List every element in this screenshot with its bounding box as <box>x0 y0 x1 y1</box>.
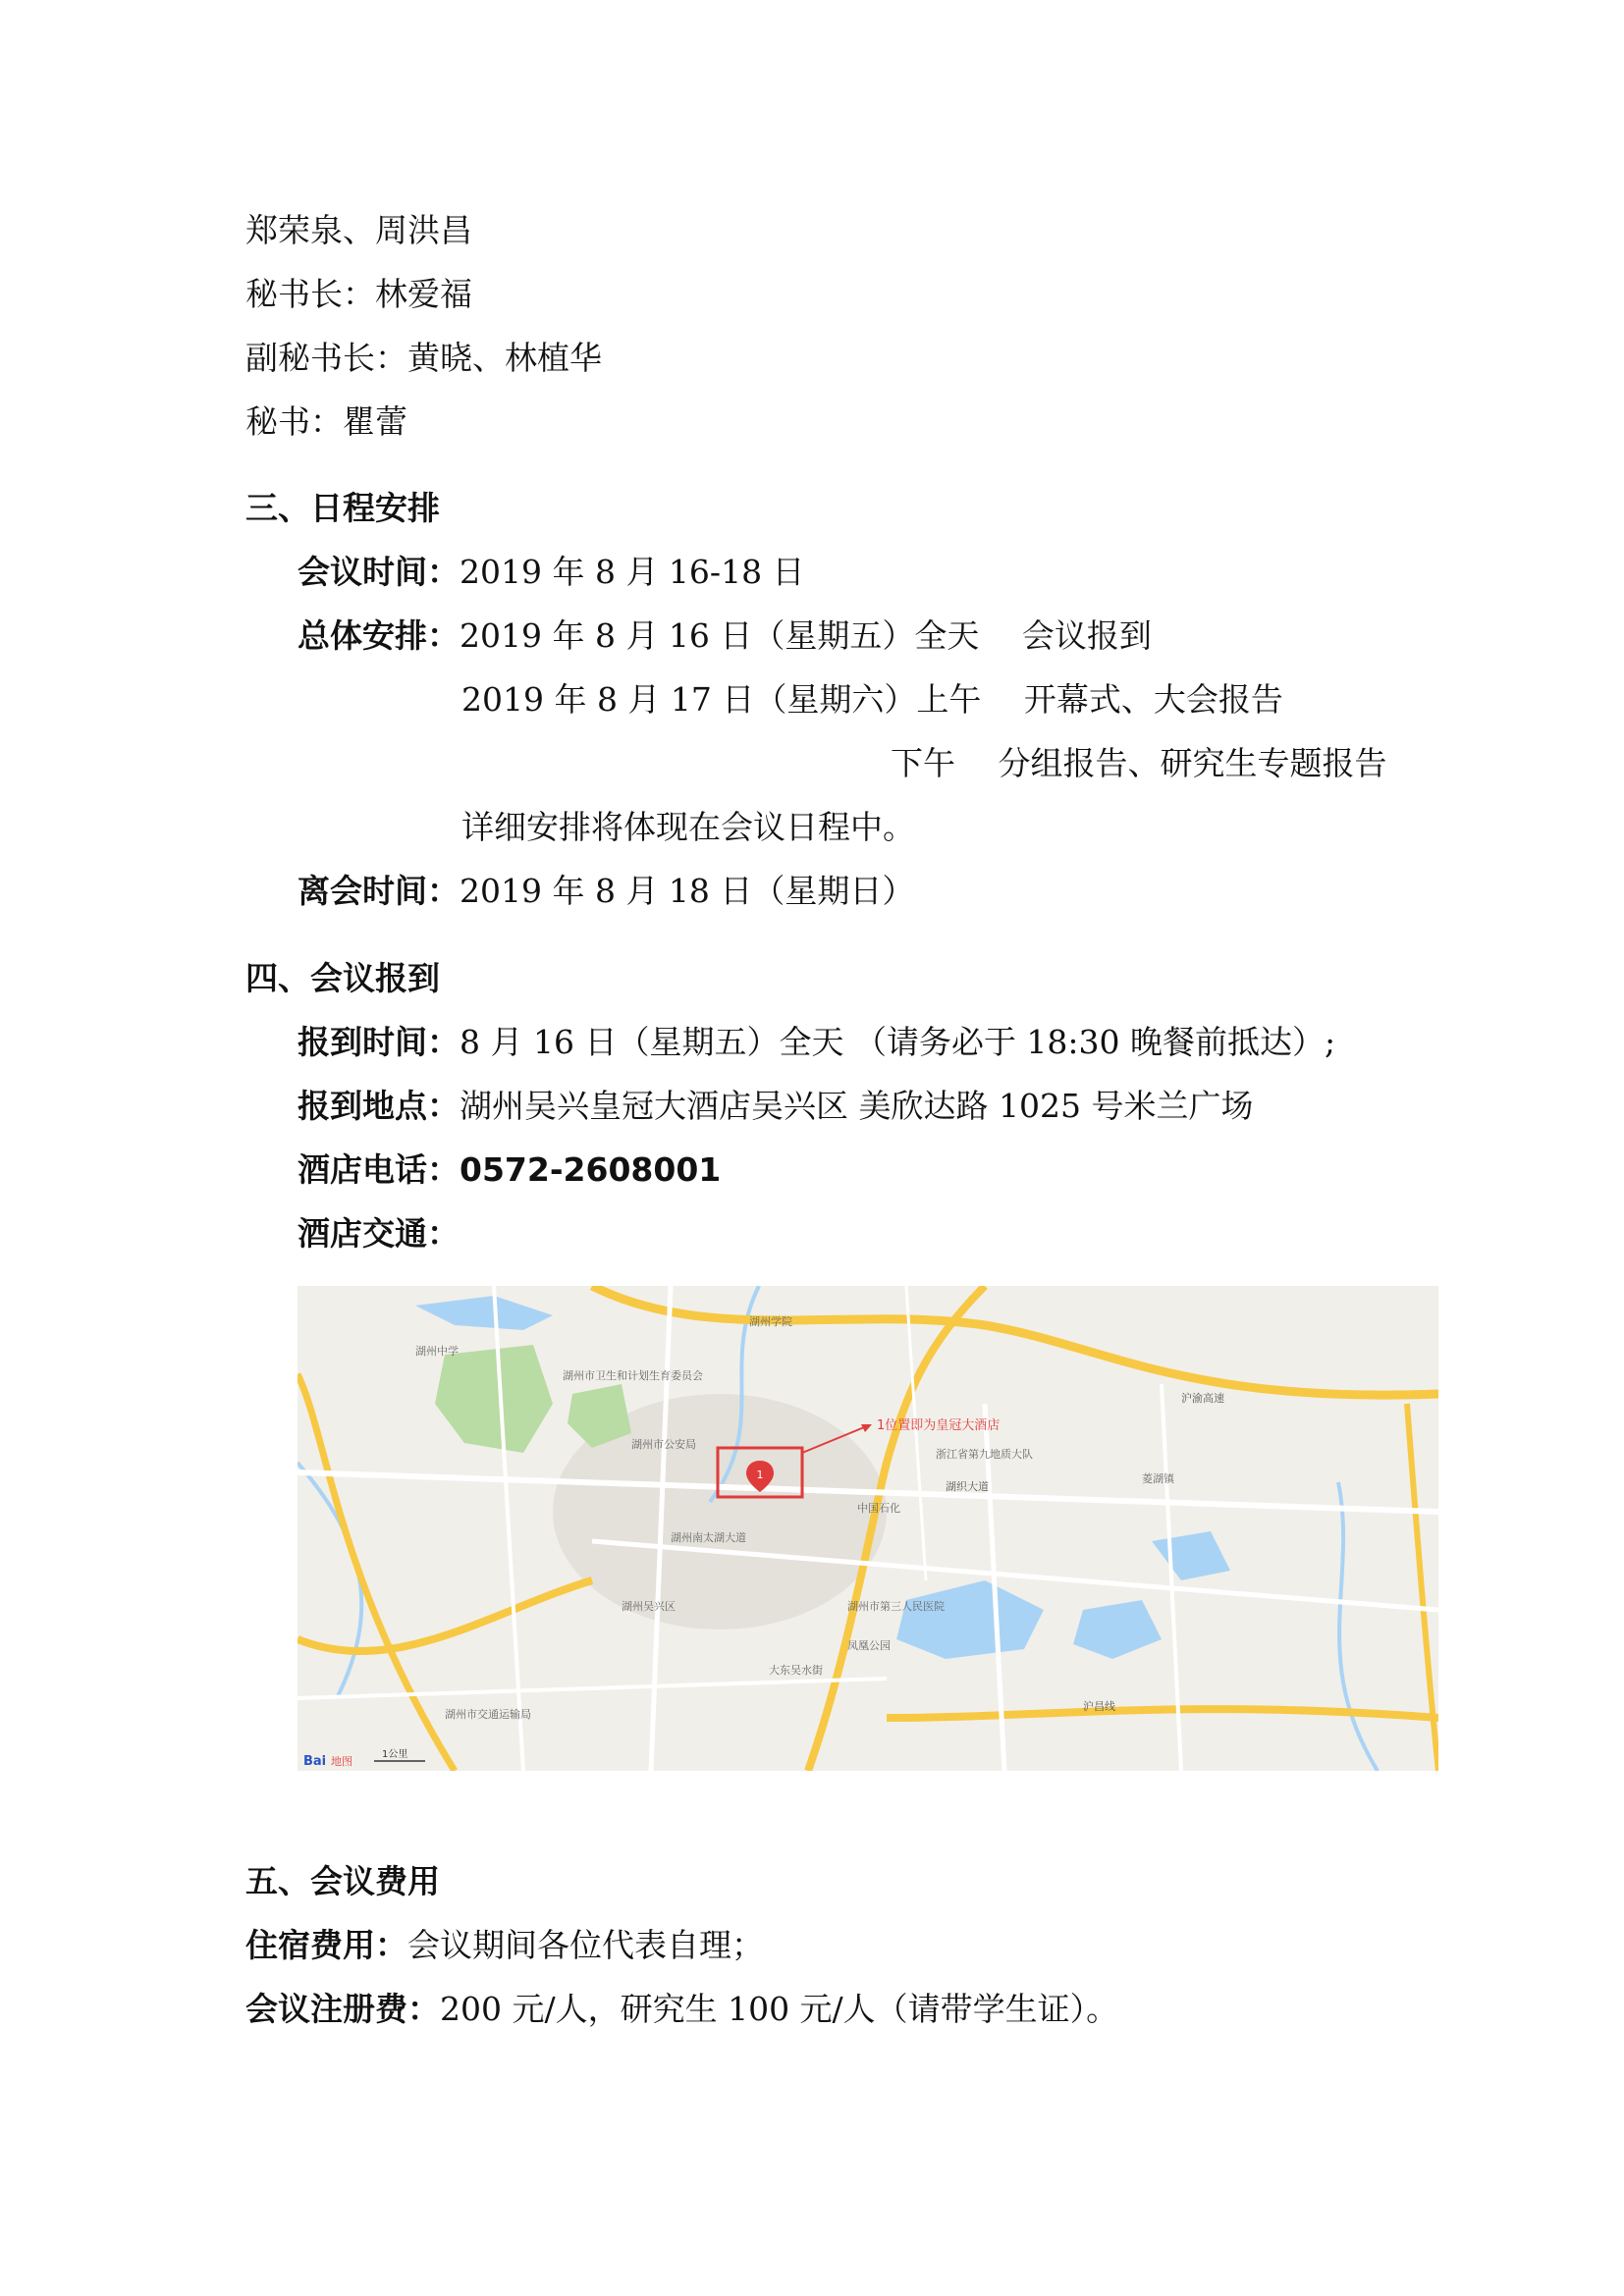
map-label: 菱湖镇 <box>1142 1472 1174 1485</box>
map-label: 浙江省第九地质大队 <box>936 1448 1033 1461</box>
map-label: 湖州南太湖大道 <box>671 1531 746 1544</box>
baidu-logo-bai: Bai <box>303 1754 327 1769</box>
map-callout-text: 1位置即为皇冠大酒店 <box>877 1418 1001 1433</box>
registration-time-value: 8 月 16 日（星期五）全天 （请务必于 18:30 晚餐前抵达）; <box>460 1023 1336 1061</box>
hotel-phone-row <box>298 1150 721 1190</box>
section5-heading: 五、会议费用 <box>245 1862 440 1900</box>
map-label: 大东吴水街 <box>769 1664 823 1677</box>
overall-arrangement-line3: 下午 分组报告、研究生专题报告 <box>891 744 1387 782</box>
map-label: 湖州市交通运输局 <box>445 1708 531 1721</box>
meeting-time-row <box>298 553 805 592</box>
map-label: 湖州吴兴区 <box>622 1600 676 1613</box>
section3-heading: 三、日程安排 <box>245 489 440 527</box>
map-label: 湖织大道 <box>946 1480 989 1493</box>
map-label: 湖州中学 <box>415 1345 459 1358</box>
leave-time-label: 离会时间： <box>298 872 460 910</box>
section4-heading: 四、会议报到 <box>245 959 440 997</box>
registration-time-row <box>298 1023 1335 1062</box>
leave-time-row <box>298 872 914 911</box>
meeting-time-label: 会议时间： <box>298 553 460 591</box>
map-label: 湖州市第三人民医院 <box>847 1600 945 1613</box>
hotel-phone-value: 0572-2608001 <box>460 1150 722 1189</box>
scale-label: 1公里 <box>382 1749 408 1760</box>
registration-fee-row <box>245 1990 1118 2029</box>
registration-fee-label: 会议注册费： <box>245 1990 440 2028</box>
map-label: 湖州市卫生和计划生育委员会 <box>563 1369 703 1382</box>
registration-place-row <box>298 1087 1253 1126</box>
overall-arrangement-line1: 2019 年 8 月 16 日（星期五）全天 会议报到 <box>460 616 1152 655</box>
committee-members-line: 郑荣泉、周洪昌 <box>245 211 472 249</box>
leave-time-value: 2019 年 8 月 18 日（星期日） <box>460 872 915 910</box>
marker-number: 1 <box>756 1468 764 1481</box>
map-label: 凤凰公园 <box>847 1639 891 1652</box>
map-label: 湖州市公安局 <box>631 1438 696 1451</box>
map-label: 沪昌线 <box>1083 1700 1115 1713</box>
hotel-traffic-label: 酒店交通： <box>298 1214 460 1253</box>
registration-time-label: 报到时间： <box>298 1023 460 1061</box>
deputy-secretary-general-line: 副秘书长：黄晓、林植华 <box>245 339 602 377</box>
map-label: 中国石化 <box>857 1502 900 1515</box>
overall-arrangement-row <box>298 616 1152 656</box>
meeting-time-value: 2019 年 8 月 16-18 日 <box>460 553 805 591</box>
hotel-location-map[interactable] <box>298 1286 1438 1771</box>
overall-arrangement-line2: 2019 年 8 月 17 日（星期六）上午 开幕式、大会报告 <box>461 680 1283 719</box>
map-canvas <box>298 1286 1438 1771</box>
map-label: 湖州学院 <box>749 1315 792 1328</box>
lodging-fee-label: 住宿费用： <box>245 1926 407 1964</box>
secretary-line: 秘书：瞿蕾 <box>245 402 407 441</box>
map-label: 沪渝高速 <box>1181 1392 1224 1405</box>
baidu-logo-ditu: 地图 <box>331 1755 352 1768</box>
lodging-fee-value: 会议期间各位代表自理； <box>407 1926 764 1964</box>
secretary-general-line: 秘书长：林爱福 <box>245 275 472 313</box>
registration-place-value: 湖州吴兴皇冠大酒店吴兴区 美欣达路 1025 号米兰广场 <box>460 1087 1254 1125</box>
overall-arrangement-line4: 详细安排将体现在会议日程中。 <box>461 808 915 846</box>
registration-place-label: 报到地点： <box>298 1087 460 1125</box>
registration-fee-value: 200 元/人，研究生 100 元/人（请带学生证）。 <box>440 1990 1119 2028</box>
lodging-fee-row <box>245 1926 764 1965</box>
hotel-phone-label: 酒店电话： <box>298 1150 460 1189</box>
overall-arrangement-label: 总体安排： <box>298 616 460 655</box>
